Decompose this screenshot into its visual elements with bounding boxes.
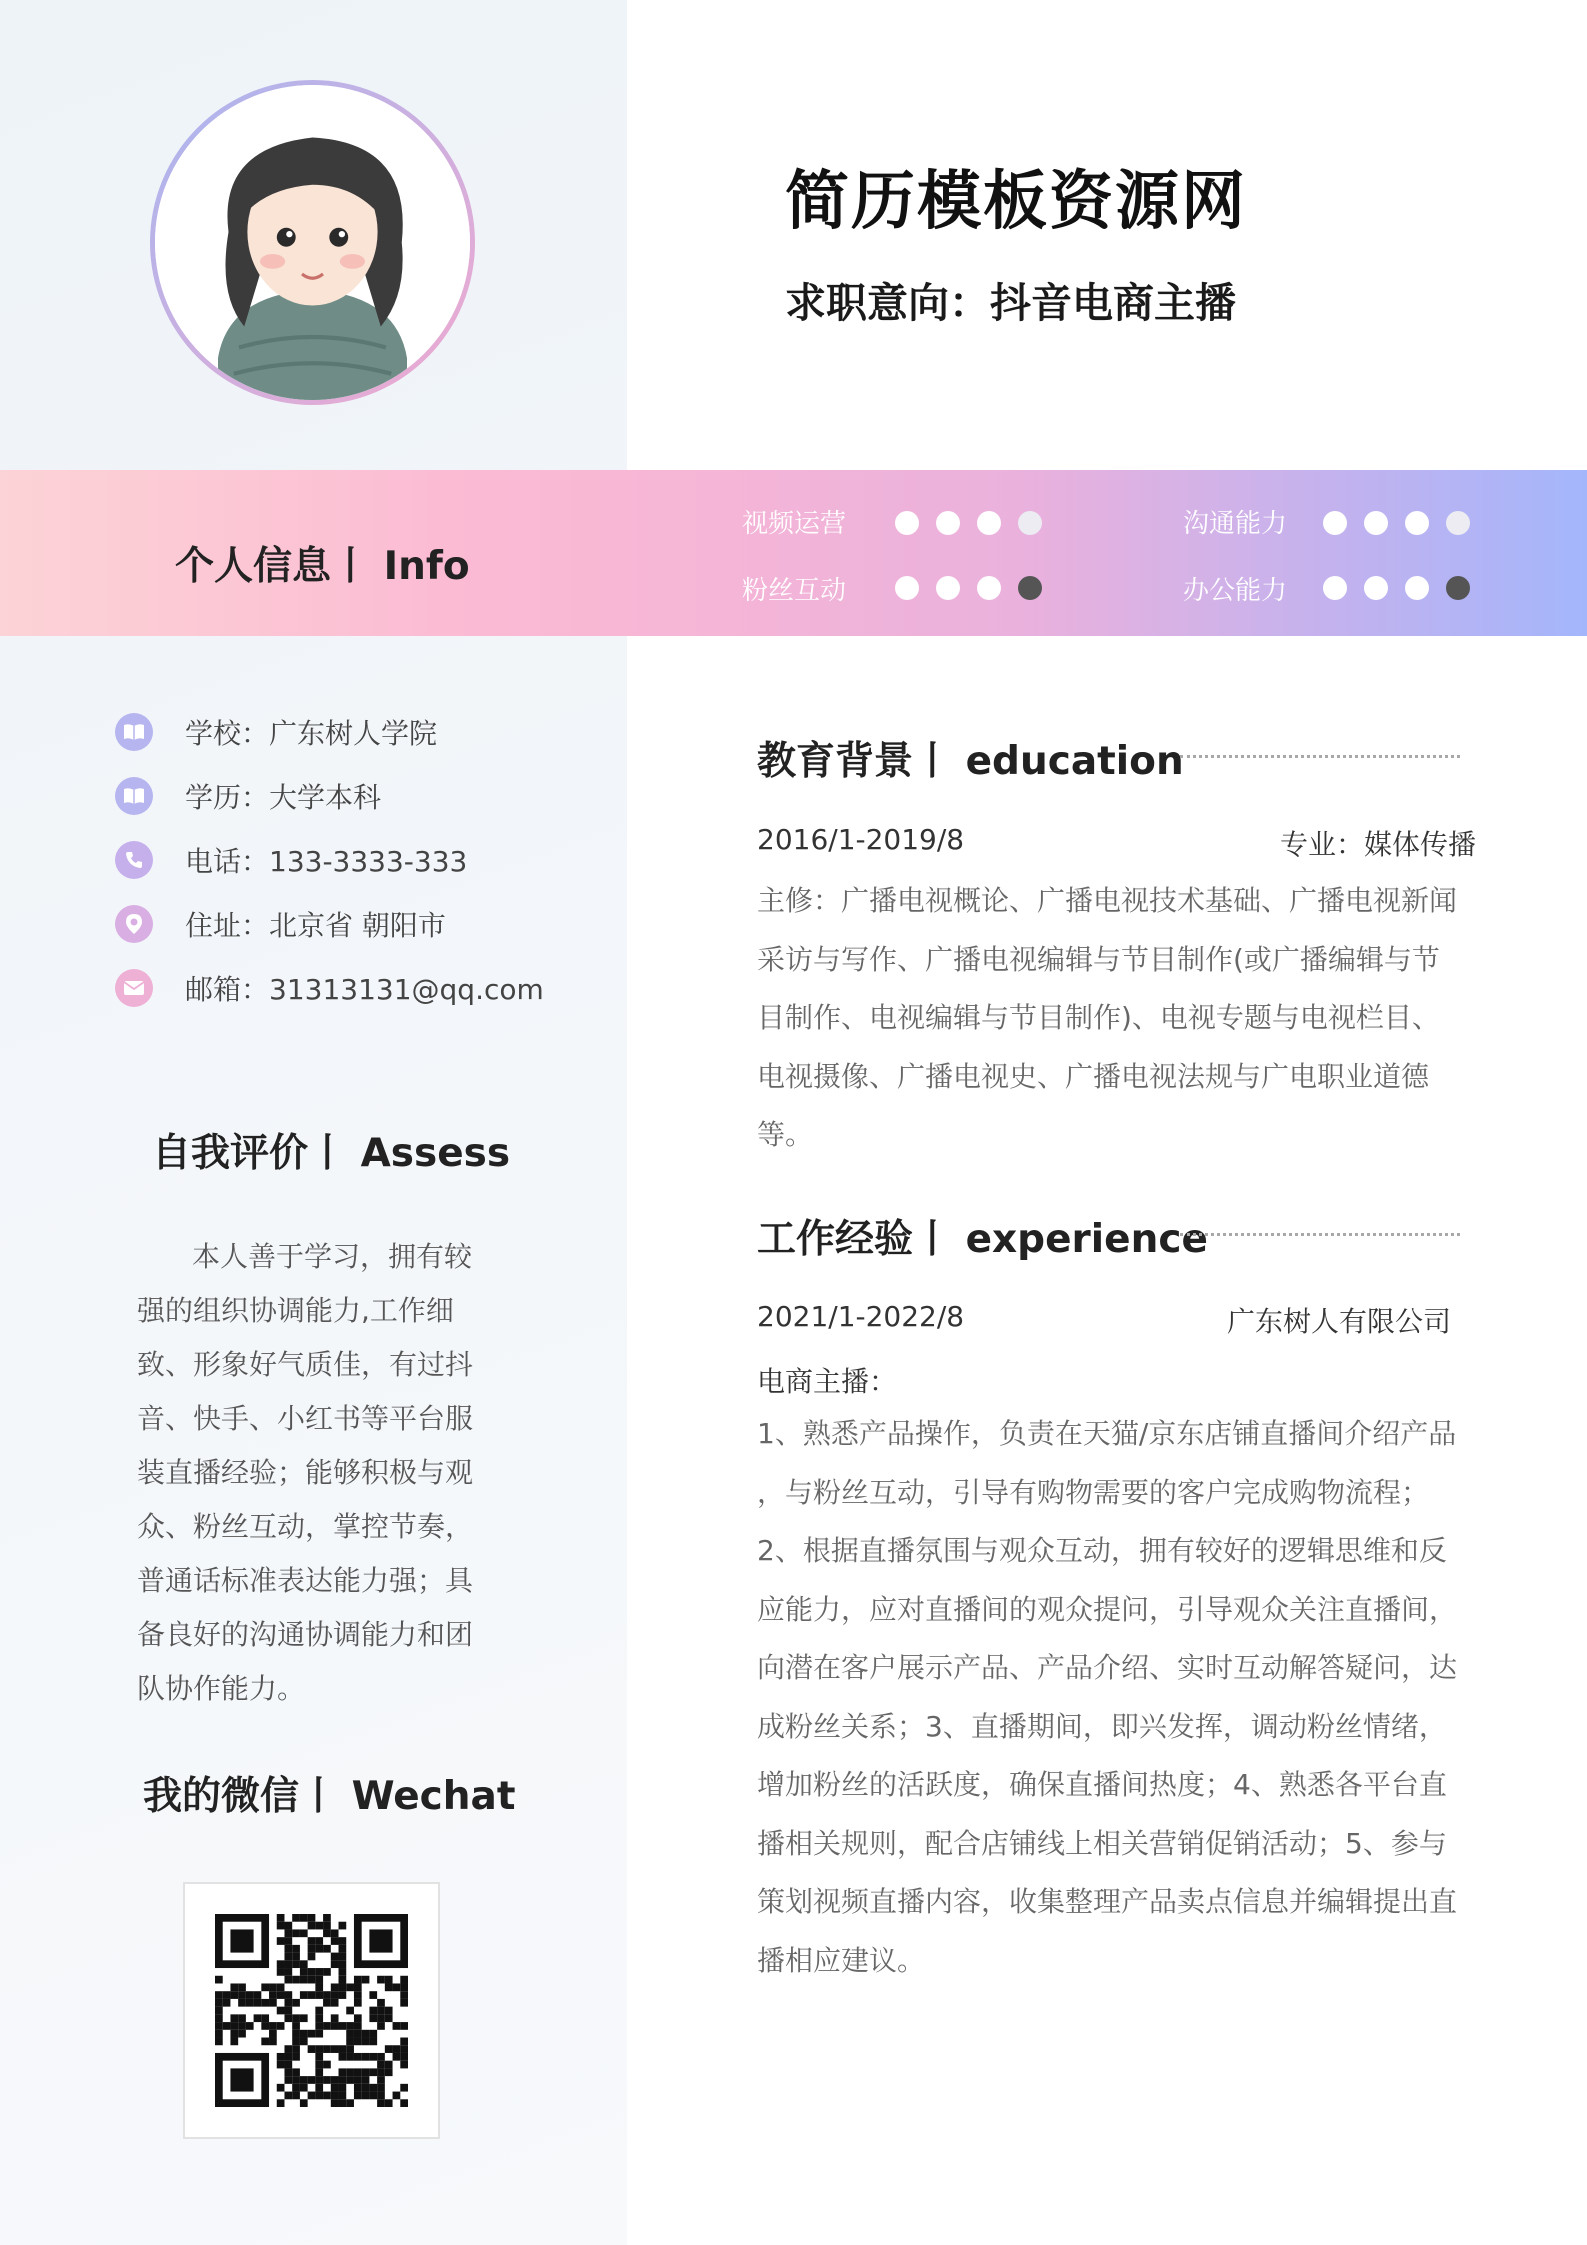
personal-info-title: 个人信息丨 Info	[175, 544, 470, 589]
assess-title: 自我评价丨 Assess	[152, 1131, 511, 1176]
rating-dot	[1405, 511, 1429, 535]
info-text: 住址：北京省 朝阳市	[185, 909, 446, 942]
rating-dot	[1323, 576, 1347, 600]
experience-title: 工作经验丨 experience	[757, 1217, 1208, 1262]
skill-rating	[1323, 576, 1470, 600]
avatar-illustration	[155, 85, 470, 400]
education-period: 2016/1-2019/8	[757, 823, 965, 856]
skill-rating	[1323, 511, 1470, 535]
info-degree	[115, 776, 381, 816]
book-icon	[115, 713, 153, 751]
experience-duties: 1、熟悉产品操作，负责在天猫/京东店铺直播间介绍产品 ，与粉丝互动，引导有购物需要的客户完成购物流程；2、根据直播氛围与观众互动，拥有较好的逻辑思维和反应能力，应对直播间的观众提问，引导观众关注直播间，向潜在客户展示产品、产品介绍、实时互动解答疑问，达成粉丝关系；3、直播期间，即兴发挥，调动粉丝情绪，增加粉丝的活跃度，确保直播间热度；4、熟悉各平台直播相关规则，配合店铺线上相关营销促销活动；5、参与策划视频直播内容，收集整理产品卖点信息并编辑提出直播相应建议。	[757, 1417, 1458, 1977]
skill-label: 粉丝互动	[742, 576, 847, 606]
rating-dot	[1364, 576, 1388, 600]
info-address	[115, 904, 446, 944]
info-text: 学历：大学本科	[185, 781, 382, 814]
skill-rating	[895, 576, 1042, 600]
rating-dot	[936, 576, 960, 600]
mail-icon	[115, 969, 153, 1007]
experience-period: 2021/1-2022/8	[757, 1300, 965, 1333]
job-intent: 求职意向：抖音电商主播	[785, 279, 1236, 327]
skill-label: 沟通能力	[1183, 509, 1288, 539]
experience-role: 电商主播：	[757, 1365, 898, 1398]
divider	[1180, 1233, 1460, 1236]
info-email	[115, 968, 544, 1008]
info-school	[115, 712, 437, 752]
skill-label: 办公能力	[1183, 576, 1288, 606]
rating-dot-empty	[1018, 576, 1042, 600]
book-icon	[115, 777, 153, 815]
education-title: 教育背景丨 education	[757, 739, 1184, 784]
skill-rating	[895, 511, 1042, 535]
candidate-name: 简历模板资源网	[785, 165, 1247, 239]
education-major: 专业：媒体传播	[1280, 828, 1477, 861]
rating-dot	[1364, 511, 1388, 535]
info-phone	[115, 840, 467, 880]
experience-company: 广东树人有限公司	[1227, 1305, 1452, 1338]
rating-dot	[977, 511, 1001, 535]
skill-label: 视频运营	[742, 509, 847, 539]
assess-text: 本人善于学习，拥有较强的组织协调能力,工作细致、形象好气质佳，有过抖音、快手、小红书等平台服装直播经验；能够积极与观众、粉丝互动，掌控节奏，普通话标准表达能力强；具备良好的沟通协调能力和团队协作能力。	[137, 1240, 474, 1705]
education-courses: 主修：广播电视概论、广播电视技术基础、广播电视新闻采访与写作、广播电视编辑与节目制作(或广播编辑与节目制作、电视编辑与节目制作)、电视专题与电视栏目、电视摄像、广播电视史、广播电视法规与广电职业道德等。	[757, 884, 1458, 1151]
qr-code-image	[215, 1914, 408, 2107]
info-text: 学校：广东树人学院	[185, 717, 438, 750]
rating-dot	[895, 511, 919, 535]
rating-dot	[977, 576, 1001, 600]
rating-dot	[936, 511, 960, 535]
qr-code	[183, 1882, 440, 2139]
rating-dot	[895, 576, 919, 600]
avatar	[150, 80, 475, 405]
rating-dot	[1405, 576, 1429, 600]
rating-dot	[1323, 511, 1347, 535]
phone-icon	[115, 841, 153, 879]
location-icon	[115, 905, 153, 943]
info-text: 电话：133-3333-333	[185, 845, 468, 878]
rating-dot-empty	[1446, 576, 1470, 600]
info-text: 邮箱：31313131@qq.com	[185, 973, 544, 1006]
wechat-title: 我的微信丨 Wechat	[143, 1774, 516, 1819]
rating-dot-empty	[1018, 511, 1042, 535]
rating-dot-empty	[1446, 511, 1470, 535]
divider	[1180, 755, 1460, 758]
